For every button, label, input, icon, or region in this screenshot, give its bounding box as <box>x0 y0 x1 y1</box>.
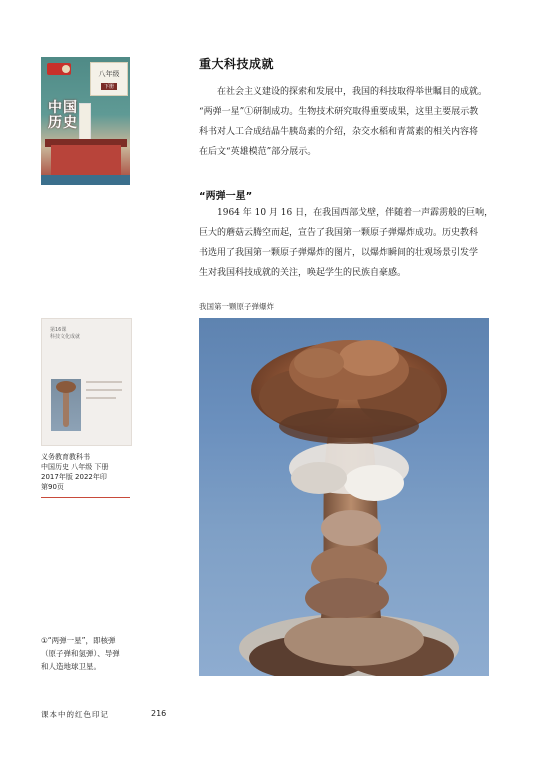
cover-grade-box <box>90 62 128 96</box>
cover-volume: 下册 <box>101 83 117 90</box>
cover-title-line2: 历史 <box>48 115 78 131</box>
footnote-line: ①“两弹一星”，即核弹 <box>41 636 116 645</box>
body-line: 巨大的蘑菇云腾空而起，宣告了我国第一颗原子弹爆炸成功。历史教科 <box>199 228 479 238</box>
book-info-series: 义务教育教科书 <box>41 453 90 461</box>
footer-book-title: 课本中的红色印记 <box>41 710 109 719</box>
mushroom-cloud-illustration <box>199 318 489 676</box>
footnote-line: （原子弹和氢弹）、导弹 <box>41 649 120 658</box>
thumb-lesson: 第16课 <box>50 327 67 333</box>
book-info-title: 中国历史 八年级 下册 <box>41 463 109 471</box>
body-line: 生对我国科技成就的关注，唤起学生的民族自豪感。 <box>199 268 407 278</box>
thumb-text-line <box>86 381 122 383</box>
subsection-title: “两弹一星” <box>199 191 253 202</box>
page-number: 216 <box>151 709 167 718</box>
intro-line: 在后文“英雄模范”部分展示。 <box>199 147 317 157</box>
section-title: 重大科技成就 <box>199 57 275 71</box>
body-line: 1964 年 10 月 16 日，在我国西部戈壁，伴随着一声霹雳般的巨响， <box>217 208 494 218</box>
body-line: 书选用了我国第一颗原子弹爆炸的图片，以爆炸瞬间的壮观场景引发学 <box>199 248 479 258</box>
red-divider <box>41 497 130 498</box>
publisher-logo-mark <box>62 65 70 73</box>
intro-line: 科书对人工合成结晶牛胰岛素的介绍，杂交水稻和青蒿素的相关内容将 <box>199 127 479 137</box>
thumb-lesson-title: 科技文化成就 <box>50 334 81 340</box>
cover-gate <box>51 145 121 175</box>
intro-paragraph <box>199 82 509 162</box>
cover-flags <box>41 175 130 185</box>
book-cover-image <box>41 57 130 185</box>
footnote-line: 和人造地球卫星。 <box>41 662 101 671</box>
intro-line: 在社会主义建设的探索和发展中，我国的科技取得举世瞩目的成就。 <box>217 87 488 97</box>
textbook-page-thumbnail <box>41 318 132 446</box>
book-info-edition: 2017年版 2022年印 <box>41 473 107 481</box>
book-info-page: 第90页 <box>41 483 64 491</box>
cover-title-line1: 中国 <box>48 100 78 116</box>
photo-caption: 我国第一颗原子弹爆炸 <box>199 302 274 311</box>
mushroom-cloud-photo <box>199 318 489 676</box>
thumb-text-line <box>86 397 116 399</box>
thumb-heading <box>50 327 80 341</box>
cover-grade: 八年级 <box>98 69 120 78</box>
thumb-text-line <box>86 389 122 391</box>
thumb-cloud-stem <box>63 391 69 427</box>
intro-line: “两弹一星”①研制成功。生物技术研究取得重要成果，这里主要展示教 <box>199 107 479 117</box>
book-info <box>41 452 130 492</box>
footnote <box>41 634 135 673</box>
cover-title <box>48 101 78 131</box>
thumb-cloud-cap <box>56 381 76 393</box>
body-paragraph <box>199 203 509 283</box>
